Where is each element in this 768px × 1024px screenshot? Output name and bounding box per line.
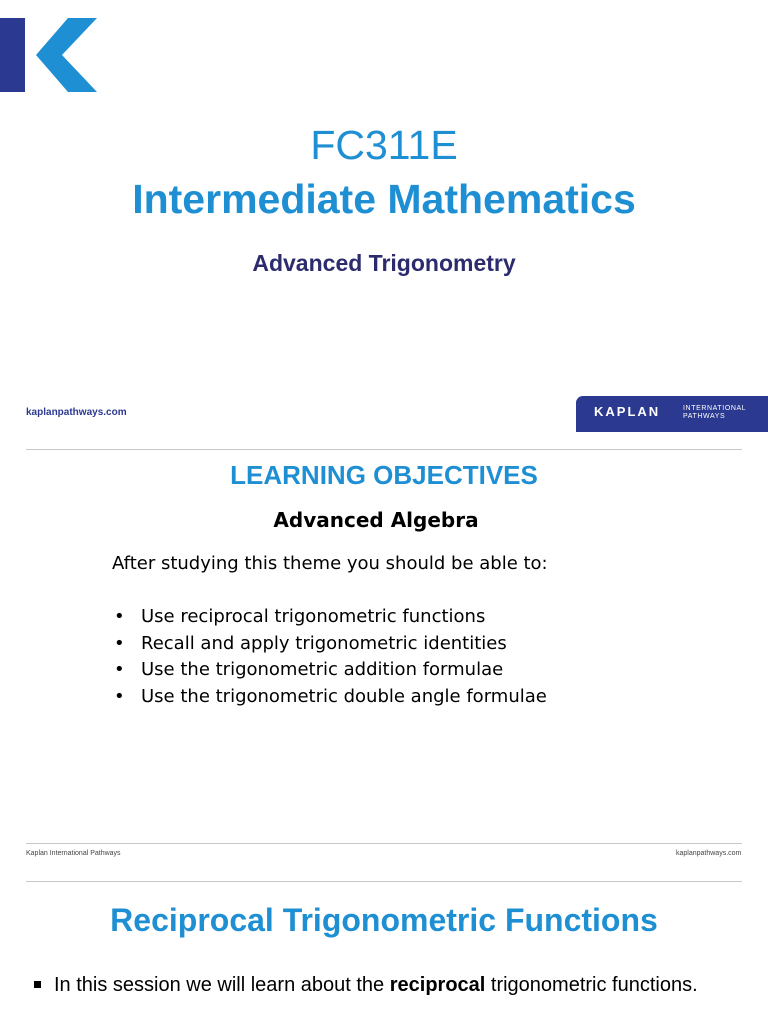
list-item: • Recall and apply trigonometric identities: [114, 632, 507, 654]
slide-divider: [26, 449, 742, 450]
footer-divider: [26, 843, 742, 844]
list-item: • Use reciprocal trigonometric functions: [114, 606, 486, 627]
brand-subtitle: [683, 405, 746, 421]
bullet-icon: •: [114, 632, 125, 654]
course-code: FC311E: [310, 122, 458, 168]
list-item: • Use the trigonometric double angle formulae: [114, 685, 547, 707]
site-url[interactable]: kaplanpathways.com: [26, 407, 127, 418]
footer-right-text: kaplanpathways.com: [676, 850, 742, 857]
objectives-intro: After studying this theme you should be able to:: [112, 553, 548, 574]
objectives-heading: LEARNING OBJECTIVES: [230, 460, 538, 490]
reciprocal-heading: Reciprocal Trigonometric Functions: [110, 902, 658, 938]
course-subtitle: Advanced Trigonometry: [252, 250, 516, 276]
brand-sub-line2: PATHWAYS: [683, 413, 726, 420]
objectives-subheading: Advanced Algebra: [273, 508, 479, 532]
objectives-list: [112, 606, 547, 712]
course-title: Intermediate Mathematics: [132, 176, 636, 222]
session-bullet-text: In this session we will learn about the reciprocal trigonometric functions.: [54, 974, 698, 996]
bullet-icon: •: [114, 659, 125, 680]
bullet-icon: •: [114, 685, 125, 707]
square-bullet-icon: [34, 981, 41, 988]
bullet-icon: •: [114, 606, 125, 627]
kaplan-brand-badge: [576, 396, 768, 432]
list-item: • Use the trigonometric addition formulae: [114, 659, 504, 680]
brand-name: KAPLAN: [594, 404, 661, 419]
kaplan-k-logo-icon: [0, 18, 100, 92]
session-bullet: [34, 972, 714, 998]
slide-divider: [26, 881, 742, 882]
footer-left-text: Kaplan International Pathways: [26, 850, 121, 857]
brand-sub-line1: INTERNATIONAL: [683, 405, 747, 412]
